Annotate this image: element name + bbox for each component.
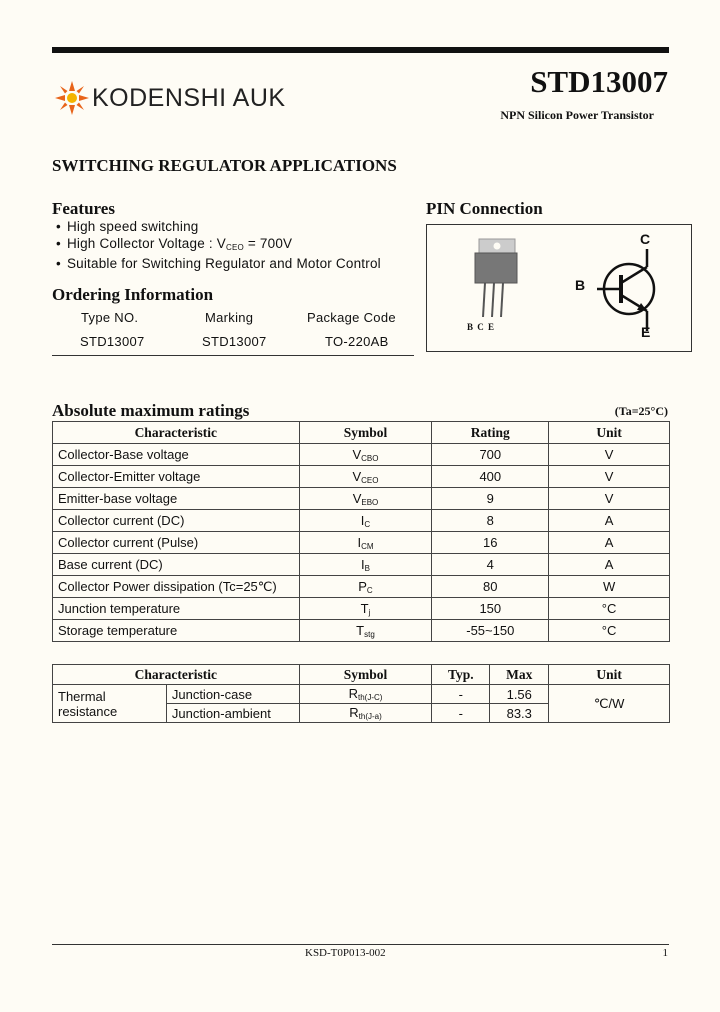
table-header-row bbox=[53, 422, 670, 444]
package-pin-labels: B C E bbox=[467, 322, 496, 332]
row-characteristic: Collector Power dissipation (Tc=25℃) bbox=[53, 576, 300, 598]
abs-max-condition: (Ta=25°C) bbox=[614, 404, 668, 418]
row-symbol: $I_B$ bbox=[299, 554, 432, 576]
pin-title: PIN Connection bbox=[426, 199, 543, 218]
col-characteristic: Characteristic bbox=[53, 422, 300, 444]
thermal-char: Junction-case bbox=[166, 685, 299, 704]
row-unit: V bbox=[549, 444, 670, 466]
table-row bbox=[53, 598, 670, 620]
thermal-symbol: $R_{th(J-C)}$ bbox=[299, 685, 432, 704]
pin-diagram bbox=[426, 224, 692, 352]
abs-max-table bbox=[52, 421, 670, 642]
col-typ: Typ. bbox=[432, 665, 490, 685]
col-rating: Rating bbox=[432, 422, 549, 444]
row-unit: W bbox=[549, 576, 670, 598]
thermal-typ: - bbox=[432, 685, 490, 704]
table-row bbox=[53, 620, 670, 642]
thermal-table bbox=[52, 664, 670, 723]
row-characteristic: Collector-Emitter voltage bbox=[53, 466, 300, 488]
col-unit: Unit bbox=[549, 665, 670, 685]
row-characteristic: Storage temperature bbox=[53, 620, 300, 642]
pin-label-e: E bbox=[641, 324, 651, 340]
col-characteristic: Characteristic bbox=[53, 665, 300, 685]
applications-title: SWITCHING REGULATOR APPLICATIONS bbox=[52, 156, 397, 175]
row-rating: 9 bbox=[432, 488, 549, 510]
thermal-group-label: Thermal resistance bbox=[53, 685, 167, 723]
table-header-row bbox=[53, 665, 670, 685]
row-characteristic: Collector current (Pulse) bbox=[53, 532, 300, 554]
row-symbol: $I_C$ bbox=[299, 510, 432, 532]
row-rating: 700 bbox=[432, 444, 549, 466]
features-title: Features bbox=[52, 199, 115, 218]
row-symbol: $T_{stg}$ bbox=[299, 620, 432, 642]
table-row bbox=[53, 554, 670, 576]
row-rating: 400 bbox=[432, 466, 549, 488]
table-row bbox=[53, 444, 670, 466]
table-row bbox=[53, 488, 670, 510]
thermal-max: 1.56 bbox=[490, 685, 549, 704]
row-rating: 80 bbox=[432, 576, 549, 598]
table-row bbox=[53, 466, 670, 488]
thermal-typ: - bbox=[432, 704, 490, 723]
part-subtitle: NPN Silicon Power Transistor bbox=[500, 108, 654, 122]
row-symbol: $V_{CBO}$ bbox=[299, 444, 432, 466]
table-row bbox=[53, 685, 670, 704]
row-unit: A bbox=[549, 510, 670, 532]
row-unit: A bbox=[549, 554, 670, 576]
row-characteristic: Collector-Base voltage bbox=[53, 444, 300, 466]
row-unit: A bbox=[549, 532, 670, 554]
row-unit: V bbox=[549, 488, 670, 510]
thermal-symbol: $R_{th(J-a)}$ bbox=[299, 704, 432, 723]
row-symbol: $V_{CEO}$ bbox=[299, 466, 432, 488]
row-symbol: $I_{CM}$ bbox=[299, 532, 432, 554]
col-unit: Unit bbox=[549, 422, 670, 444]
row-unit: V bbox=[549, 466, 670, 488]
feature-item: • High Collector Voltage : $V_{CEO} = 700V$ bbox=[56, 236, 381, 257]
ordering-title: Ordering Information bbox=[52, 285, 214, 304]
row-characteristic: Base current (DC) bbox=[53, 554, 300, 576]
row-symbol: $T_j$ bbox=[299, 598, 432, 620]
thermal-max: 83.3 bbox=[490, 704, 549, 723]
thermal-unit: ℃/W bbox=[549, 685, 670, 723]
ordering-header-package: Package Code bbox=[307, 310, 396, 325]
ordering-marking: STD13007 bbox=[202, 334, 267, 349]
table-row bbox=[53, 532, 670, 554]
ordering-header-type: Type NO. bbox=[81, 310, 139, 325]
row-unit: °C bbox=[549, 598, 670, 620]
row-characteristic: Collector current (DC) bbox=[53, 510, 300, 532]
row-rating: -55~150 bbox=[432, 620, 549, 642]
col-symbol: Symbol bbox=[299, 422, 432, 444]
row-rating: 4 bbox=[432, 554, 549, 576]
footer-doc-code: KSD-T0P013-002 bbox=[305, 947, 386, 959]
row-characteristic: Junction temperature bbox=[53, 598, 300, 620]
row-symbol: $P_C$ bbox=[299, 576, 432, 598]
row-rating: 150 bbox=[432, 598, 549, 620]
row-rating: 16 bbox=[432, 532, 549, 554]
features-list bbox=[56, 219, 381, 273]
footer-page-number: 1 bbox=[662, 947, 668, 959]
ordering-package: TO-220AB bbox=[325, 334, 389, 349]
abs-max-title: Absolute maximum ratings bbox=[52, 401, 250, 420]
thermal-char: Junction-ambient bbox=[166, 704, 299, 723]
row-characteristic: Emitter-base voltage bbox=[53, 488, 300, 510]
ordering-rule bbox=[52, 355, 414, 356]
ordering-header-marking: Marking bbox=[205, 310, 254, 325]
row-symbol: $V_{EBO}$ bbox=[299, 488, 432, 510]
pin-label-b: B bbox=[575, 277, 586, 293]
ordering-type: STD13007 bbox=[80, 334, 145, 349]
header-rule bbox=[52, 47, 669, 53]
table-row bbox=[53, 510, 670, 532]
col-symbol: Symbol bbox=[299, 665, 432, 685]
company-name: KODENSHI AUK bbox=[92, 84, 286, 112]
row-rating: 8 bbox=[432, 510, 549, 532]
feature-item: • Suitable for Switching Regulator and Motor Control bbox=[56, 256, 381, 273]
npn-transistor-symbol-icon bbox=[597, 249, 667, 339]
kodenshi-logo-icon bbox=[54, 80, 90, 116]
pin-label-c: C bbox=[640, 231, 651, 247]
part-number: STD13007 bbox=[530, 64, 668, 99]
feature-item: • High speed switching bbox=[56, 219, 381, 236]
table-row bbox=[53, 576, 670, 598]
col-max: Max bbox=[490, 665, 549, 685]
footer-rule bbox=[52, 944, 669, 945]
row-unit: °C bbox=[549, 620, 670, 642]
